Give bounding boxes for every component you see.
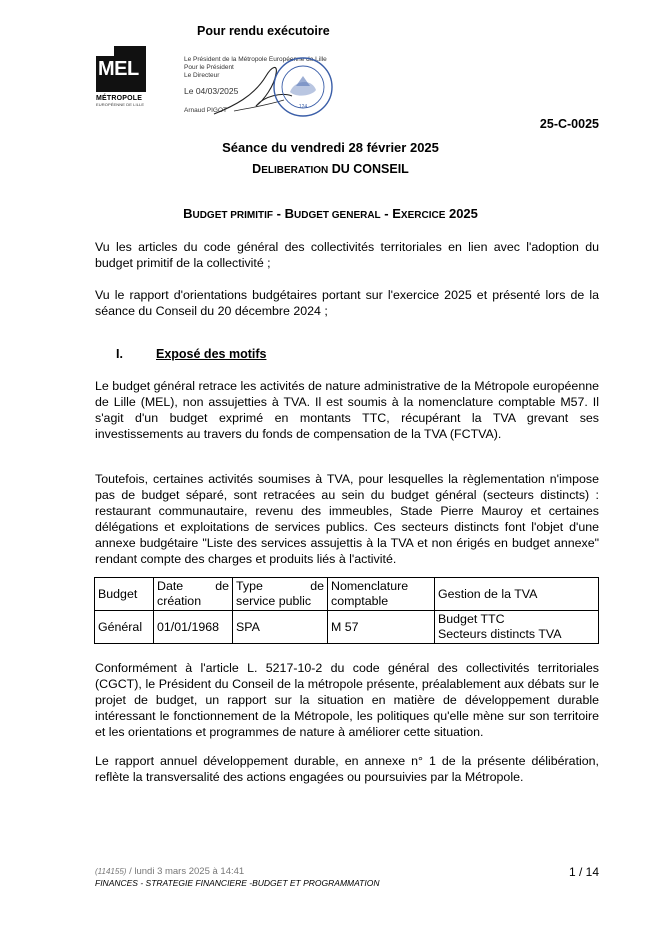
- footer-service: FINANCES - STRATEGIE FINANCIERE -BUDGET ET PROGRAMMATION: [95, 878, 380, 888]
- mel-logo: [96, 46, 148, 107]
- table-cell-nomenclature: M 57: [328, 611, 435, 644]
- signature-line-2: Pour le Président: [184, 64, 234, 71]
- paragraph-cgct: Conformément à l'article L. 5217-10-2 du code général des collectivités territoriales (CGCT), le Président du Conseil de la métropole présente, préalablement aux débats sur le projet de budget, un rapport sur la situation en matière de développement durable intéressant le fonctionnement de la Métropole, les politiques qu'elle mène sur son territoire et les orientations et programmes de nature à améliorer cette situation.: [95, 661, 599, 739]
- mel-logo-name: MÉTROPOLE: [96, 95, 143, 102]
- table-header-budget: Budget: [95, 578, 154, 611]
- section-heading: [116, 347, 266, 361]
- signature-line-1: Le Président de la Métropole Européenne de Lille: [184, 56, 327, 63]
- seance-date: Séance du vendredi 28 février 2025: [222, 140, 439, 155]
- table-header-date: Date de création: [154, 578, 233, 611]
- table-row: [95, 611, 599, 644]
- table-header-row: [95, 578, 599, 611]
- deliberation-reference: 25-C-0025: [539, 117, 599, 131]
- official-seal-icon: [272, 56, 334, 118]
- mel-logo-text: MEL: [98, 58, 139, 80]
- table-cell-gestion: Budget TTC Secteurs distincts TVA: [435, 611, 599, 644]
- table-cell-budget: Général: [95, 611, 154, 644]
- footer-timestamp: (114155) / lundi 3 mars 2025 à 14:41: [95, 866, 245, 877]
- paragraph-secteurs-distincts: Toutefois, certaines activités soumises à TVA, pour lesquelles la règlementation n'impose pas de budget séparé, sont retracées au sein du budget général (secteurs distincts) : restaurant communautaire, revenu des immeubles, Stade Pierre Mauroy et certaines délégations et exploitations de services publics. Ces secteurs distincts font l'objet d'une annexe budgétaire "Liste des services assujettis à la TVA et non érigés en budget annexe" rendant compte des charges et produits liés à l'activité.: [95, 472, 599, 566]
- document-title: BUDGET PRIMITIF - BUDGET GENERAL - EXERCICE 2025: [183, 206, 478, 221]
- vu-paragraph-2: Vu le rapport d'orientations budgétaires portant sur l'exercice 2025 et présenté lors de la séance du Conseil du 20 décembre 2024 ;: [95, 288, 599, 318]
- signature-date: Le 04/03/2025: [184, 86, 239, 96]
- table-header-gestion: Gestion de la TVA: [435, 578, 599, 611]
- table-header-nomenclature: Nomenclature comptable: [328, 578, 435, 611]
- signature-name: Arnaud PIGOT: [184, 107, 227, 114]
- signature-line-3: Le Directeur: [184, 72, 220, 79]
- executory-label: Pour rendu exécutoire: [197, 24, 330, 38]
- table-cell-date: 01/01/1968: [154, 611, 233, 644]
- mel-logo-mark: [96, 46, 146, 92]
- section-title: Exposé des motifs: [156, 347, 267, 361]
- deliberation-heading: DELIBERATION DU CONSEIL: [252, 162, 409, 176]
- paragraph-budget-general: Le budget général retrace les activités de nature administrative de la Métropole européenne de Lille (MEL), non assujetties à TVA. Il est soumis à la nomenclature comptable M57. Il s'agit d'un budget exprimé en montants TTC, récupérant la TVA grevant ses investissements au travers du fonds de compensation de la TVA (FCTVA).: [95, 379, 599, 441]
- table-cell-type: SPA: [233, 611, 328, 644]
- paragraph-rapport-dd: Le rapport annuel développement durable, en annexe n° 1 de la présente délibération, reflète la transversalité des actions engagées ou poursuivies par la Métropole.: [95, 754, 599, 784]
- table-header-type: Type de service public: [233, 578, 328, 611]
- mel-logo-subtitle: EUROPÉENNE DE LILLE: [96, 102, 145, 107]
- seal-number: 124: [298, 104, 308, 110]
- section-number: I.: [116, 347, 123, 361]
- vu-paragraph-1: Vu les articles du code général des collectivités territoriales en lien avec l'adoption du budget primitif de la collectivité ;: [95, 240, 599, 270]
- page-number: 1 / 14: [568, 865, 599, 879]
- tva-table: [94, 577, 599, 644]
